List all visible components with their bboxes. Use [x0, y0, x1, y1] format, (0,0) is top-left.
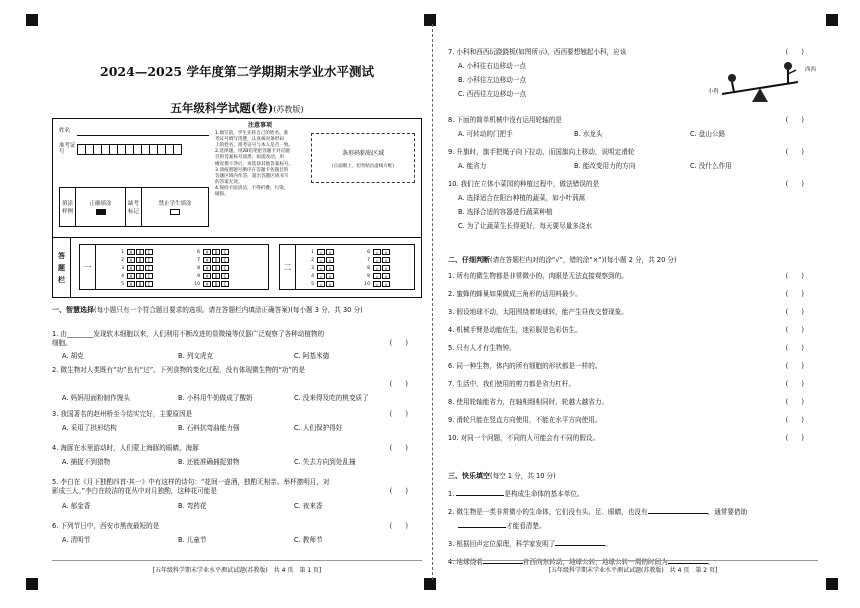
question-6: [52, 522, 422, 544]
option-b: B. 选择合适的容器进行蔬菜种植: [458, 208, 553, 216]
answer-row: [360, 256, 391, 264]
answer-row: [304, 272, 335, 280]
page-footer-right: [五年级科学期末学业水平测试试题(苏教版) 共 4 页 第 2 页]: [448, 560, 818, 574]
option-a: A. 小科往右边移动一点: [458, 62, 526, 70]
answer-number: 3: [121, 265, 124, 271]
fill-text: 1.: [448, 490, 457, 498]
judge-item: [448, 362, 818, 371]
option-a: A. 妈妈用面粉制作馒头: [62, 394, 130, 402]
fill-blank[interactable]: [456, 488, 504, 496]
option-c: C. 阿基米德: [294, 352, 330, 360]
options: [458, 62, 526, 99]
notice-line: 考证号填写清楚，认真核对条形码: [215, 137, 284, 143]
judge-item: [448, 434, 818, 443]
question-stem: 4. 海豚在水里游动时，人们蒙上海豚的眼睛，海豚: [52, 444, 199, 452]
student-info-box: [52, 118, 422, 238]
answer-bubble[interactable]: ×: [326, 281, 334, 287]
barcode-note: (正面朝上，切勿贴出虚线方框): [331, 164, 394, 169]
question-1: [52, 330, 422, 360]
answer-bubble[interactable]: B: [212, 265, 220, 271]
answer-bubble[interactable]: √: [317, 281, 325, 287]
question-8: [448, 116, 818, 138]
answer-bubble[interactable]: A: [203, 257, 211, 263]
section1-heading-block: [52, 306, 422, 315]
section1-instr: (每小题只有一个符合题目要求的选项。请在答题栏内填涂正确答案)(每小题 3 分，共 30 分): [94, 306, 363, 314]
question-stem: 1. 由________发现软木细胞以来，人们利用不断改进的显微镜等仪器广泛观察了各种动植物的: [52, 330, 325, 338]
answer-tag-char: 栏: [58, 276, 65, 284]
notice-line: 目的答案标号涂黑；如需改动，用: [215, 155, 284, 161]
answer-bubble[interactable]: √: [317, 265, 325, 271]
answer-bubble[interactable]: ×: [382, 281, 390, 287]
answer-bubble[interactable]: B: [212, 249, 220, 255]
option-c: C. 为了让蔬菜生长得更好，每天要尽量多浇水: [458, 222, 593, 230]
option-b: B. 还能准确捕捉猎物: [178, 458, 240, 466]
absent-checkbox[interactable]: [170, 209, 180, 215]
answer-number: 4: [121, 273, 124, 279]
exam-subtitle: [52, 100, 422, 116]
judge-item: [448, 380, 818, 389]
answer-bubble[interactable]: √: [373, 249, 381, 255]
answer-bubble[interactable]: C: [145, 249, 153, 255]
judge-text: 7. 生活中，我们使用的剪刀都是省力杠杆。: [448, 380, 576, 388]
label-xiaoke: 小科: [708, 89, 720, 95]
question-stem-cont: 影成三人。”李白在皎洁的花丛中对月独酌，这种花可能是: [52, 487, 217, 495]
answer-row: [304, 248, 335, 256]
absent-note: 禁止学生填涂: [158, 201, 192, 207]
answer-bubble[interactable]: B: [212, 257, 220, 263]
judge-item: [448, 344, 818, 353]
answer-tag-char: 答: [58, 252, 65, 260]
group-label: 二: [280, 245, 296, 289]
section3-area: [448, 472, 818, 572]
section2-area: [448, 256, 818, 456]
correct-fill-label: 正确填涂: [89, 201, 112, 207]
option-b: B. 石料抗弯曲能力强: [178, 424, 240, 432]
barcode-label: 条形码粘贴区域: [341, 150, 384, 157]
notice-line: 4.保持卡面清洁，不得折叠、污染、: [215, 185, 289, 191]
option-a: A. 选择适合在阳台种植的蔬菜，如小叶茼蒿: [458, 194, 586, 202]
left-page: [52, 28, 422, 574]
answer-row: [360, 272, 391, 280]
answer-paren: ( ): [785, 434, 804, 442]
notice-line: 3.请按照题号顺序在答题卡各题目的: [215, 167, 289, 173]
judge-text: 5. 只有人才有生物钟。: [448, 344, 516, 352]
answer-tag-char: 题: [58, 264, 65, 272]
answer-bubble[interactable]: C: [221, 265, 229, 271]
answer-bubble[interactable]: √: [317, 257, 325, 263]
section1-cont-area: [448, 48, 818, 228]
answer-bubble[interactable]: C: [221, 273, 229, 279]
fill-blank[interactable]: [555, 538, 605, 546]
exam-title: 2024—2025 学年度第二学期期末学业水平测试: [100, 64, 374, 79]
answer-paren: ( ): [389, 339, 408, 347]
question-stem: 9. 升旗时，旗手把绳子向下拉动，而国旗向上移动，说明定滑轮: [448, 148, 635, 156]
fill-item-2-cont: [458, 520, 546, 531]
answer-row: [114, 280, 154, 288]
option-c: C. 失去方向到处乱撞: [294, 458, 356, 466]
fill-item-1: [448, 488, 584, 499]
answer-paren: ( ): [785, 326, 804, 334]
answer-paren: ( ): [785, 380, 804, 388]
answer-number: 1: [311, 249, 314, 255]
corner-mark-tm: [424, 14, 436, 26]
answer-row: [190, 264, 230, 272]
answer-row: [304, 264, 335, 272]
options: [62, 394, 412, 403]
question-stem: 7. 小科和西西玩跷跷板(如图所示)，西西要想翘起小科，应该: [448, 48, 627, 56]
notice-line: 的答案无效。: [215, 179, 243, 185]
answer-bubble[interactable]: A: [127, 281, 135, 287]
answer-bubble[interactable]: ×: [326, 265, 334, 271]
answer-bubble[interactable]: B: [212, 281, 220, 287]
answer-bubble[interactable]: B: [136, 281, 144, 287]
option-c: C. 教师节: [294, 536, 323, 544]
judge-item: [448, 326, 818, 335]
options: [62, 352, 412, 361]
option-c: C. 没什么作用: [690, 162, 732, 170]
options: [458, 162, 808, 171]
answer-bubble[interactable]: ×: [382, 273, 390, 279]
judge-item: [448, 308, 818, 317]
options: [62, 536, 412, 545]
options: [62, 424, 412, 433]
answer-row: [190, 248, 230, 256]
answer-number: 5: [121, 281, 124, 287]
question-10: [448, 180, 818, 230]
answer-paren: ( ): [785, 344, 804, 352]
answer-bubble[interactable]: √: [373, 257, 381, 263]
answer-number: 8: [367, 265, 370, 271]
section3-heading: 三、快乐填空: [448, 472, 490, 480]
option-b: B. 水龙头: [574, 130, 603, 138]
answer-bubble[interactable]: ×: [326, 249, 334, 255]
answer-bubble[interactable]: C: [221, 249, 229, 255]
question-3: [52, 410, 422, 432]
subtitle-text: 五年级科学试题(卷): [170, 101, 274, 115]
question-stem: 10. 我们在立体小菜园的种植过程中，做法错误的是: [448, 180, 600, 188]
option-c: C. 西西往左边移动一点: [458, 90, 527, 98]
answer-number: 7: [367, 257, 370, 263]
question-5: [52, 478, 422, 510]
seesaw-illustration: [708, 58, 816, 106]
barcode-area: [311, 133, 415, 183]
answer-number: 6: [367, 249, 370, 255]
group-label: 一: [80, 245, 96, 289]
fill-text: 是构成生命体的基本单位。: [504, 490, 584, 498]
right-page: [448, 28, 818, 574]
answer-number: 2: [121, 257, 124, 263]
fill-text: 自西向东转动，地球公转，地球公转一周的时间为: [522, 558, 668, 566]
judge-item: [448, 272, 818, 281]
options: [62, 502, 412, 511]
exam-no-grid[interactable]: [77, 144, 181, 155]
exam-no-row: [59, 143, 209, 155]
notice-line: 答题区域内作答，超出答题区域书写: [215, 173, 289, 179]
notice-line: 1.填写前，学生先将自己的姓名、准: [215, 131, 289, 137]
answer-bubble[interactable]: ×: [382, 265, 390, 271]
question-stem: 5. 李白在《月下独酌四首·其一》中有这样的诗句：“花间一壶酒，独酌无相亲。举杯邀明月，对: [52, 478, 330, 486]
answer-number: 3: [311, 265, 314, 271]
answer-tag: [53, 238, 71, 298]
correct-fill-sample: [76, 188, 126, 226]
question-7: [448, 48, 818, 98]
section3-heading-block: [448, 472, 818, 481]
corner-mark-bm: [424, 578, 436, 590]
answer-bubble[interactable]: C: [221, 257, 229, 263]
answer-row: [114, 264, 154, 272]
fill-text: ，通常要借助: [707, 508, 748, 516]
answer-number: 4: [311, 273, 314, 279]
answer-group-choice: [79, 244, 269, 290]
section2-instr: (请在答题栏内对的涂“√”，错的涂“×”)(每小题 2 分，共 20 分): [490, 256, 677, 264]
answer-group-judge: [279, 244, 415, 290]
judge-item: [448, 398, 818, 407]
answer-bubble[interactable]: A: [127, 257, 135, 263]
judge-item: [448, 416, 818, 425]
filled-swatch: [96, 209, 106, 215]
option-c: C. 人们保护得好: [294, 424, 343, 432]
answer-paren: ( ): [785, 116, 804, 124]
section2-heading-block: [448, 256, 818, 265]
option-a: A. 郁金香: [62, 502, 91, 510]
answer-sheet: [52, 238, 422, 298]
answer-paren: ( ): [389, 522, 408, 530]
answer-paren: ( ): [389, 487, 408, 495]
question-4: [52, 444, 422, 466]
judge-text: 4. 机械手臂是动能仿生，迷彩服是色彩仿生。: [448, 326, 582, 334]
answer-number: 8: [197, 265, 200, 271]
notice-panel: [215, 123, 305, 198]
answer-number: 9: [367, 273, 370, 279]
section1-area: [52, 306, 422, 568]
answer-bubble[interactable]: B: [136, 273, 144, 279]
answer-bubble[interactable]: A: [203, 265, 211, 271]
answer-number: 10: [194, 281, 200, 287]
answer-bubble[interactable]: A: [127, 265, 135, 271]
page-divider: [432, 24, 433, 580]
fill-text: 。: [605, 540, 612, 548]
fill-item-3: [448, 538, 612, 549]
question-stem: 3. 我国著名的赵州桥至今结实完好，主要原因是: [52, 410, 193, 418]
judge-item: [448, 290, 818, 299]
notice-title: 注意事项: [247, 122, 272, 129]
fill-text: 2. 微生物是一类非常微小的生命体，它们没有头、足、眼睛，也没有: [448, 508, 648, 516]
fill-blank[interactable]: [648, 506, 708, 514]
option-b: B. 小科往左边移动一点: [458, 76, 527, 84]
answer-row: [114, 272, 154, 280]
answer-bubble[interactable]: C: [145, 265, 153, 271]
subtitle-note: (苏教版): [273, 105, 304, 114]
answer-row: [360, 280, 391, 288]
fill-blank[interactable]: [458, 520, 506, 528]
answer-bubble[interactable]: C: [145, 281, 153, 287]
answer-bubble[interactable]: √: [373, 265, 381, 271]
answer-bubble[interactable]: B: [136, 257, 144, 263]
answer-row: [190, 256, 230, 264]
answer-bubble[interactable]: √: [373, 273, 381, 279]
judge-text: 1. 所有的微生物都是非常微小的，肉眼是无法直接观察到的。: [448, 272, 628, 280]
answer-paren: ( ): [785, 48, 804, 56]
notice-line: 上的姓名、准考证号与本人是否一致。: [215, 143, 294, 149]
answer-bubble[interactable]: √: [317, 249, 325, 255]
judge-text: 6. 同一种生物，体内的所有细胞的形状都是一样的。: [448, 362, 602, 370]
option-a: A. 清明节: [62, 536, 91, 544]
name-label: 姓名: [59, 128, 71, 134]
answer-number: 2: [311, 257, 314, 263]
answer-paren: ( ): [785, 272, 804, 280]
answer-number: 9: [197, 273, 200, 279]
fill-sample-label: 填涂样例: [60, 188, 76, 226]
answer-bubble[interactable]: ×: [326, 257, 334, 263]
option-c: C. 盘山公路: [690, 130, 726, 138]
options: [458, 130, 808, 139]
fill-text: 4. 地球绕着: [448, 558, 483, 566]
option-a: A. 能省力: [458, 162, 487, 170]
student-fields: [59, 125, 209, 161]
answer-paren: ( ): [785, 308, 804, 316]
answer-row: [190, 272, 230, 280]
fill-item-2: [448, 506, 747, 517]
option-b: B. 小科用牛奶做成了酸奶: [178, 394, 253, 402]
section1-heading: 一、智慧选择: [52, 306, 94, 314]
corner-mark-bl: [26, 578, 38, 590]
option-c: C. 夜来香: [294, 502, 323, 510]
corner-mark-br: [826, 578, 838, 590]
answer-bubble[interactable]: C: [221, 281, 229, 287]
answer-row: [304, 256, 335, 264]
judge-text: 2. 蜜蜂的蜂巢如果做成三角形的话用料最少。: [448, 290, 582, 298]
answer-bubble[interactable]: ×: [326, 273, 334, 279]
section3-instr: (每空 1 分，共 10 分): [490, 472, 556, 480]
options: [62, 458, 412, 467]
question-2: [52, 366, 422, 402]
answer-bubble[interactable]: B: [136, 265, 144, 271]
option-a: A. 采用了拱形结构: [62, 424, 117, 432]
answer-bubble[interactable]: A: [203, 281, 211, 287]
notice-line: 2.选择题，用2B铅笔把答题卡对应题: [215, 149, 290, 155]
label-xixi: 西西: [804, 67, 816, 73]
answer-bubble[interactable]: A: [127, 273, 135, 279]
fill-sample-area: [59, 187, 209, 227]
answer-row: [304, 280, 335, 288]
answer-bubble[interactable]: B: [212, 273, 220, 279]
answer-paren: ( ): [389, 380, 408, 388]
answer-number: 7: [197, 257, 200, 263]
question-stem-cont: 细胞。: [52, 339, 72, 347]
option-c: C. 没来得及吃的桃变质了: [294, 394, 369, 402]
option-b: B. 列文虎克: [178, 352, 214, 360]
question-9: [448, 148, 818, 170]
answer-paren: ( ): [785, 180, 804, 188]
fill-text: 3. 根据回声定位原理，科学家发明了: [448, 540, 556, 548]
answer-paren: ( ): [389, 444, 408, 452]
notice-line: 橡皮擦干净后，再选涂其他答案标号。: [215, 161, 294, 167]
judge-text: 10. 对同一个问题，不同的人可能会有不同的假设。: [448, 434, 600, 442]
name-field[interactable]: [77, 127, 209, 136]
answer-paren: ( ): [389, 410, 408, 418]
answer-bubble[interactable]: √: [373, 281, 381, 287]
question-stem: 6. 下列节日中，西安市黑夜最短的是: [52, 522, 160, 530]
notice-line: 破损。: [215, 192, 229, 198]
answer-bubble[interactable]: C: [145, 257, 153, 263]
corner-mark-tl: [26, 14, 38, 26]
corner-mark-tr: [826, 14, 838, 26]
option-a: A. 胡克: [62, 352, 84, 360]
option-b: B. 弯药花: [178, 502, 207, 510]
answer-bubble[interactable]: A: [203, 273, 211, 279]
answer-row: [114, 256, 154, 264]
answer-paren: ( ): [785, 398, 804, 406]
option-b: B. 能改变用力的方向: [574, 162, 636, 170]
answer-number: 10: [364, 281, 370, 287]
absent-label: 缺考标记: [126, 188, 142, 226]
question-stem: 8. 下面的简单机械中没有运用轮轴的是: [448, 116, 562, 124]
answer-row: [190, 280, 230, 288]
answer-paren: ( ): [785, 362, 804, 370]
answer-bubble[interactable]: A: [127, 249, 135, 255]
answer-bubble[interactable]: ×: [382, 249, 390, 255]
name-row: [59, 125, 209, 137]
answer-bubble[interactable]: ×: [382, 257, 390, 263]
section2-heading: 二、仔细判断: [448, 256, 490, 264]
answer-paren: ( ): [785, 148, 804, 156]
judge-text: 3. 假设地球不动，太阳围绕着地球转，能产生昼夜交替现象。: [448, 308, 628, 316]
answer-row: [114, 248, 154, 256]
answer-bubble[interactable]: √: [317, 273, 325, 279]
judge-text: 8. 使用轮轴能省力，在轴相细相同时，轮越大越省力。: [448, 398, 609, 406]
answer-number: 1: [121, 249, 124, 255]
question-stem: 2. 微生物对人类既有“功”也有“过”。下列食物的变化过程，没有体现微生物的“功”的是: [52, 366, 306, 374]
fill-text: 。: [707, 558, 715, 566]
answer-bubble[interactable]: A: [203, 249, 211, 255]
answer-bubble[interactable]: C: [145, 273, 153, 279]
option-a: A. 可转动的门把手: [458, 130, 513, 138]
fill-text: 才能看清楚。: [506, 522, 546, 530]
judge-text: 9. 滑轮只能在竖直方向使用，不能在水平方向使用。: [448, 416, 602, 424]
answer-paren: ( ): [785, 416, 804, 424]
answer-bubble[interactable]: B: [136, 249, 144, 255]
answer-paren: ( ): [785, 290, 804, 298]
page-footer-left: [五年级科学期末学业水平测试试题(苏教版) 共 4 页 第 1 页]: [52, 560, 422, 574]
exam-no-label: 准考证号: [59, 143, 76, 155]
options: [458, 194, 592, 231]
answer-number: 6: [197, 249, 200, 255]
answer-number: 5: [311, 281, 314, 287]
absent-mark-area: [142, 188, 208, 226]
option-b: B. 儿童节: [178, 536, 207, 544]
answer-row: [360, 248, 391, 256]
seesaw-icon: [708, 58, 808, 106]
option-a: A. 捕捉不到猎物: [62, 458, 111, 466]
answer-row: [360, 264, 391, 272]
